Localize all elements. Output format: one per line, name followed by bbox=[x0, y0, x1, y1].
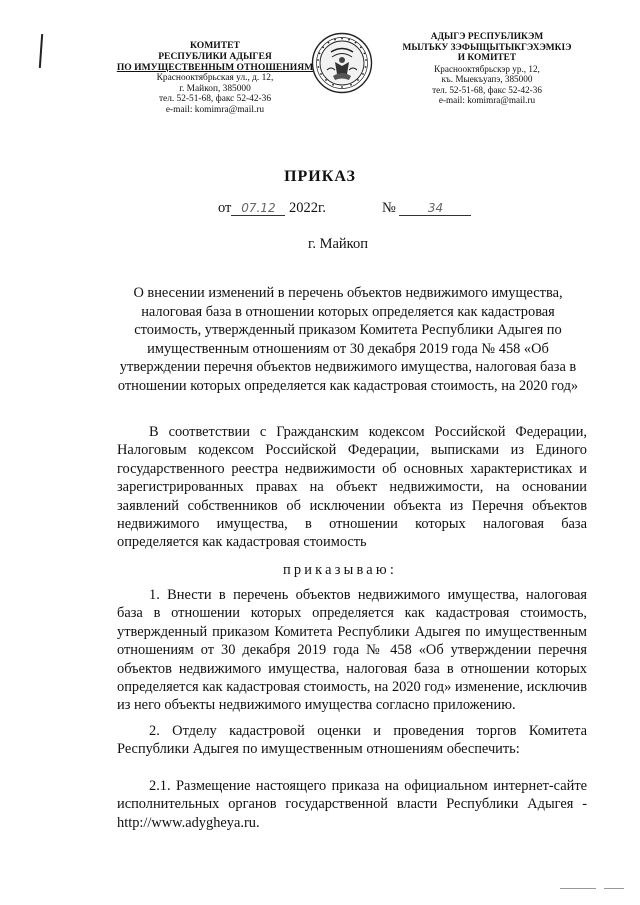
handwritten-number: 34 bbox=[399, 201, 471, 216]
item-1-paragraph: 1. Внести в перечень объектов недвижимого имущества, налоговая база в отношении которых определяется как кадастровая стоимость, утвержденный приказом Комитета Республики Адыгея по имущественным отношениям от 30 декабря 2019 года № 458 «Об утверждении перечня объектов недвижимого имущества, налоговая база в отношении которых определяется как кадастровая стоимость, на 2020 год» изменение, исключив из него объекты недвижимого имущества согласно приложению. bbox=[117, 587, 587, 714]
item-2-1-paragraph: 2.1. Размещение настоящего приказа на официальном интернет-сайте исполнительных органов государственной власти Республики Адыгея - http://www.adygheya.ru. bbox=[117, 778, 587, 831]
org-name-ady-line3: И КОМИТЕТ bbox=[457, 53, 517, 64]
handwritten-date: 07.12 bbox=[231, 201, 285, 216]
date-suffix: 2022г. bbox=[289, 200, 326, 216]
header-left-block bbox=[100, 40, 330, 115]
org-name-ru-line3: ПО ИМУЩЕСТВЕННЫМ ОТНОШЕНИЯМ bbox=[116, 62, 314, 73]
email-ady: e-mail: komimra@mail.ru bbox=[438, 95, 536, 105]
preamble-paragraph: В соответствии с Гражданским кодексом Российской Федерации, Налоговым кодексом Российской Федерации, выписками из Единого государственного реестра недвижимости об основных характеристиках и зарегистрированных правах на объект недвижимости, на основании заявлений собственников об исключении объекта из Перечня объектов недвижимого имущества, в отношении которых налоговая база определяется как кадастровая стоимость bbox=[117, 424, 587, 551]
city-ru: г. Майкоп, 385000 bbox=[179, 83, 251, 94]
document-title: ПРИКАЗ bbox=[284, 168, 356, 185]
org-name-ru-line2: РЕСПУБЛИКИ АДЫГЕЯ bbox=[158, 51, 272, 62]
scan-artifact-line bbox=[560, 888, 596, 889]
number-line bbox=[382, 200, 471, 217]
item-2-paragraph: 2. Отделу кадастровой оценки и проведения торгов Комитета Республики Адыгея по имущественным отношениям обеспечить: bbox=[117, 723, 587, 758]
number-prefix: № bbox=[382, 200, 396, 216]
margin-pen-mark bbox=[39, 34, 43, 68]
document-subject: О внесении изменений в перечень объектов недвижимого имущества, налоговая база в отношении которых определяется как кадастровая стоимость, утвержденный приказом Комитета Республики Адыгея по имущественным отношениям от 30 декабря 2019 года № 458 «Об утверждении перечня объектов недвижимого имущества, налоговая база в отношении которых определяется как кадастровая стоимость, на 2020 год» bbox=[117, 285, 579, 394]
issue-city: г. Майкоп bbox=[308, 236, 368, 252]
city-ady: къ. Мыекъуапэ, 385000 bbox=[441, 74, 533, 85]
phone-ru: тел. 52-51-68, факс 52-42-36 bbox=[158, 94, 272, 105]
address-ady: Краснооктябрьскэр ур., 12, bbox=[434, 63, 540, 74]
scan-artifact-line bbox=[604, 888, 624, 889]
org-name-ady-line2: МЫЛЪКУ ЗЭФЫЩЫТЫКГЭХЭМКІЭ bbox=[402, 42, 572, 53]
coat-of-arms-emblem bbox=[311, 32, 373, 94]
email-ru: e-mail: komimra@mail.ru bbox=[165, 104, 265, 115]
org-name-ady-line1: АДЫГЭ РЕСПУБЛИКЭМ bbox=[430, 32, 544, 42]
phone-ady: тел. 52-51-68, факс 52-42-36 bbox=[432, 84, 542, 95]
address-ru: Краснооктябрьская ул., д. 12, bbox=[156, 73, 274, 83]
date-line bbox=[218, 200, 326, 217]
decree-word: приказываю: bbox=[282, 562, 398, 578]
header-right-block bbox=[392, 32, 582, 105]
org-name-ru-line1: КОМИТЕТ bbox=[190, 40, 240, 51]
date-prefix: от bbox=[218, 200, 232, 216]
